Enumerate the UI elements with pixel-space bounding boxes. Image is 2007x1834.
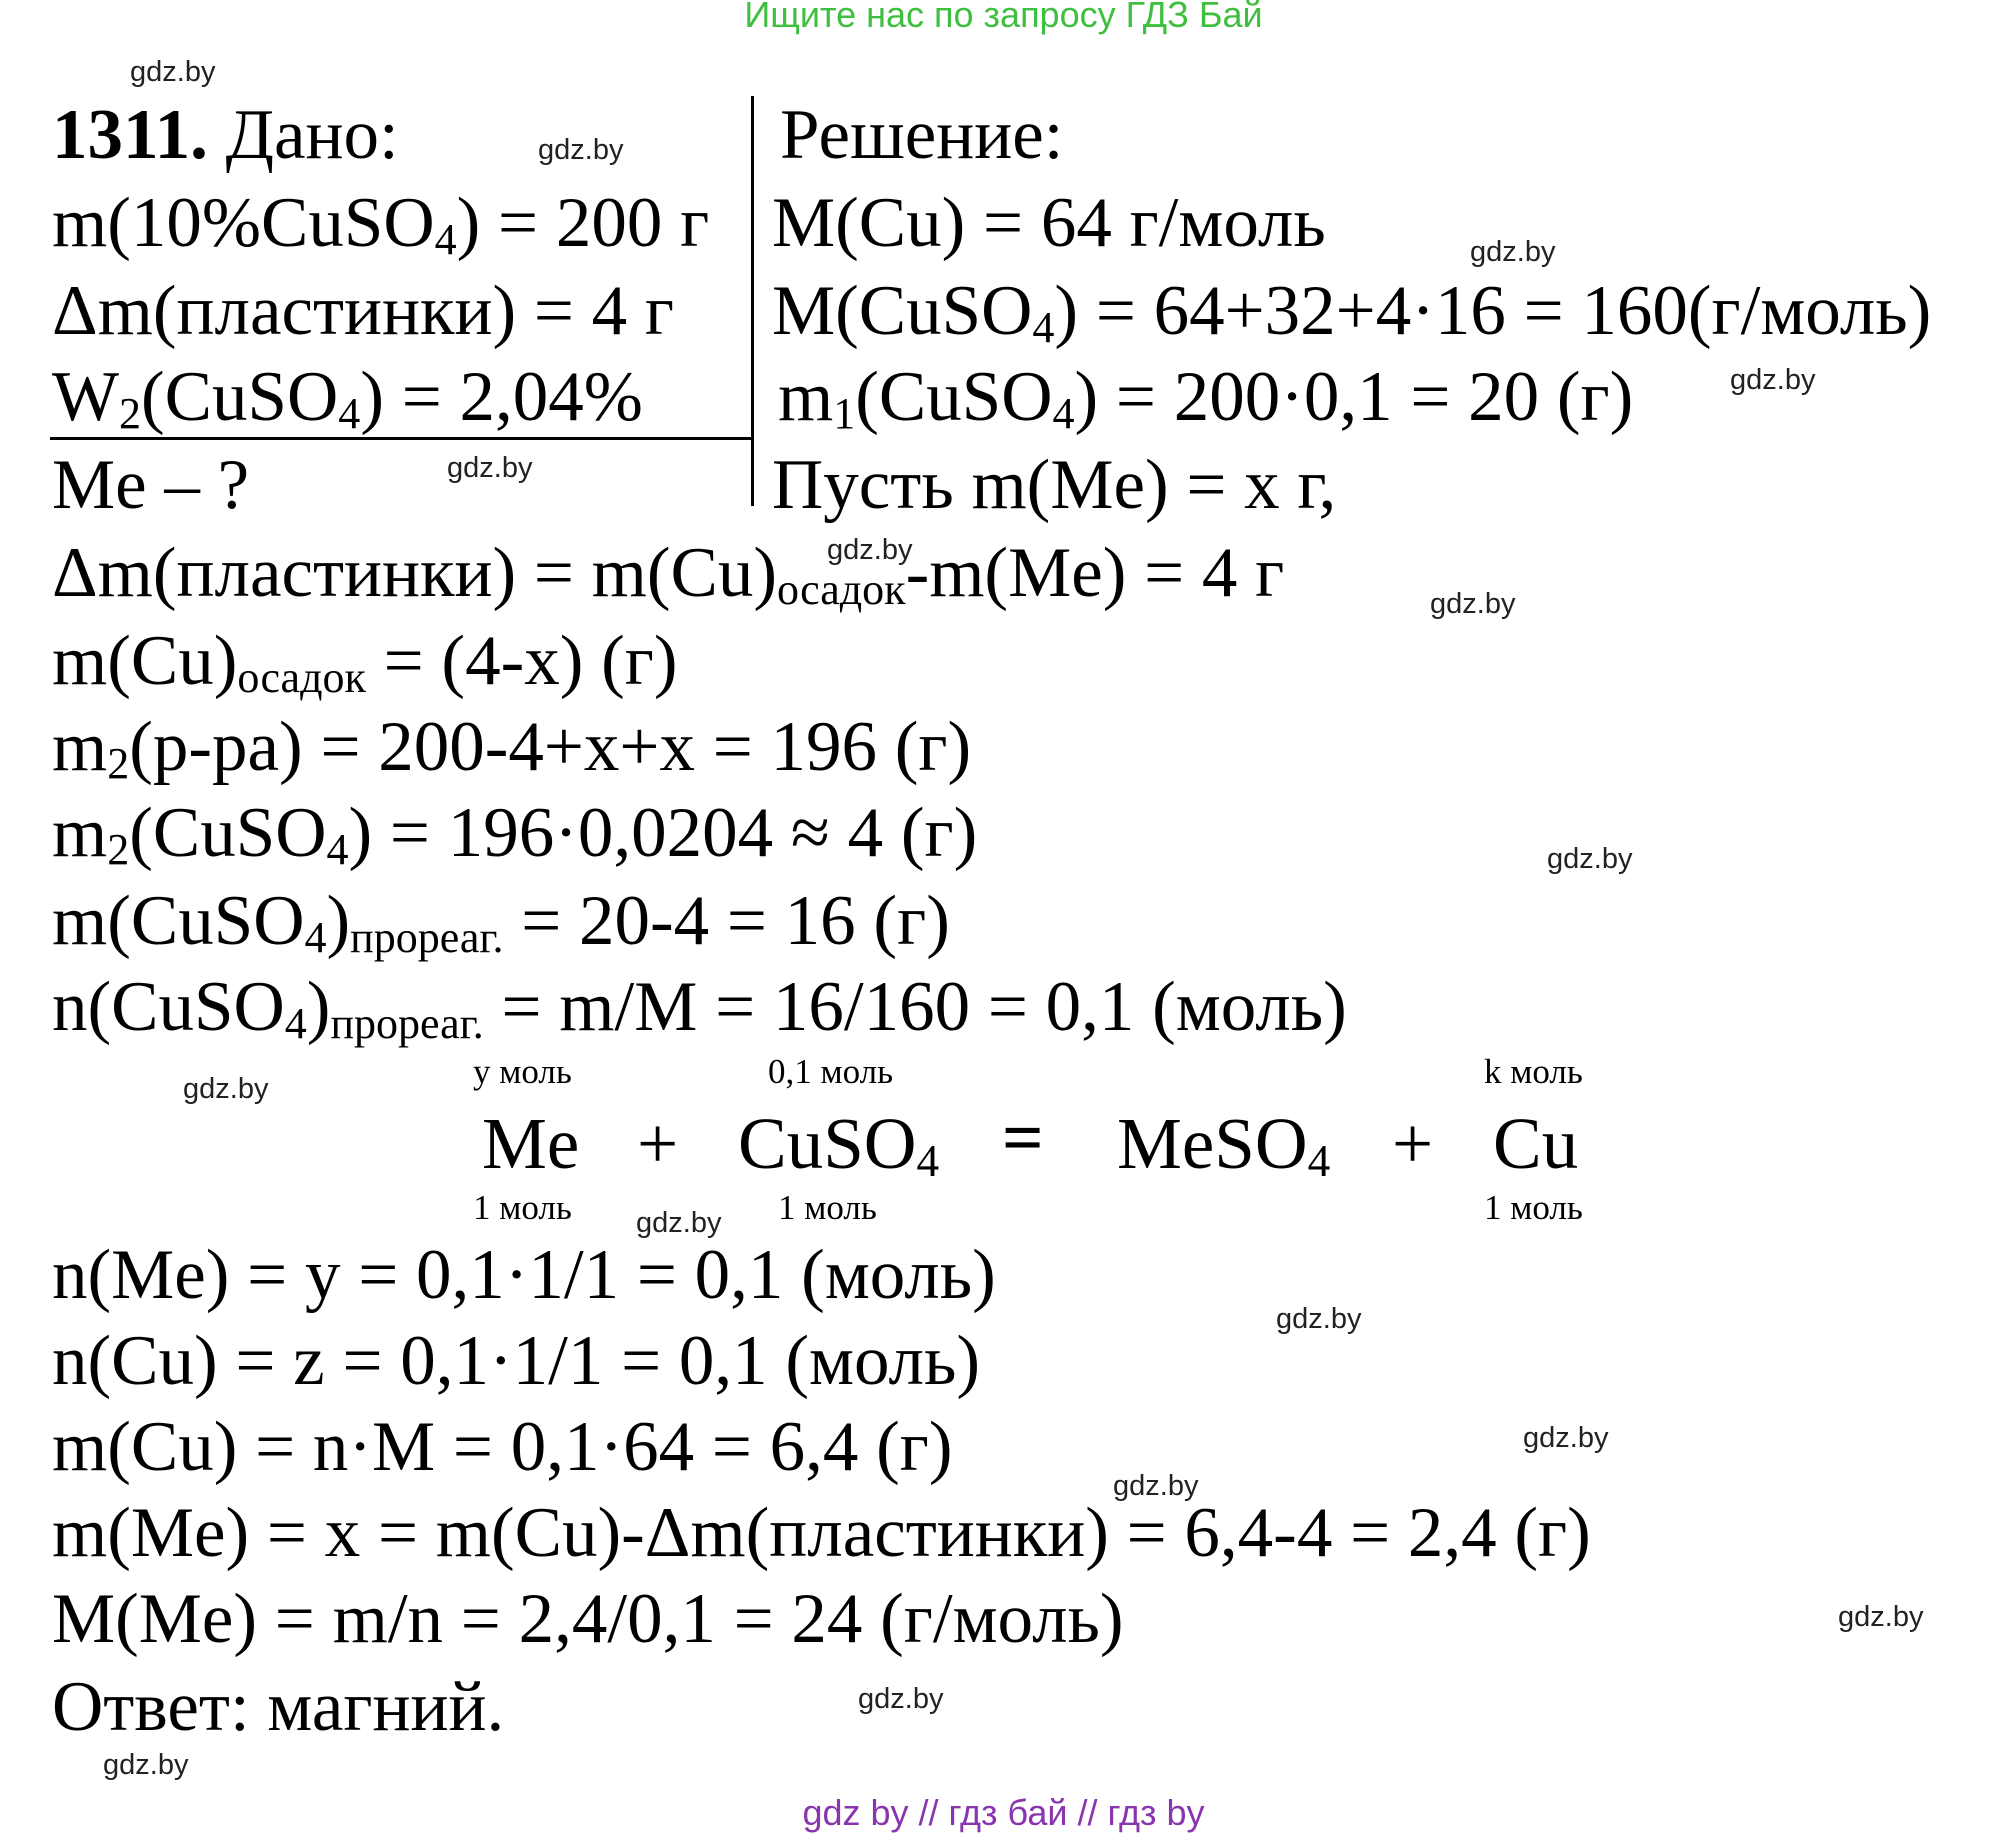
watermark: gdz.by: [103, 1749, 189, 1781]
solution-line-11: n(Me) = y = 0,1·1/1 = 0,1 (моль): [52, 1236, 996, 1314]
solution-line-7: $m_2(р-ра) = 200-4+x+x = 196$ (г): [52, 708, 972, 788]
watermark: gdz.by: [1838, 1601, 1924, 1633]
watermark: gdz.by: [636, 1207, 722, 1239]
solution-line-5: Δm(пластинки) = $m(Cu)_{осадок}-m(Me) = 4$ г: [52, 534, 1285, 614]
equation-above-cuso4: 0,1 моль: [768, 1052, 894, 1091]
watermark: gdz.by: [827, 534, 913, 566]
given-divider-horizontal: [50, 437, 753, 440]
solution-line-1: M(Cu) = 64 г/моль: [772, 184, 1326, 262]
solution-line-6: $m(Cu)_{осадок} = (4-x)$ (г): [52, 622, 678, 702]
equation-metal: Me: [482, 1103, 580, 1184]
solution-line-3: $m_1(CuSO_4) = 200\cdot 0,1 = 20$ (г): [778, 358, 1634, 438]
watermark: gdz.by: [1430, 588, 1516, 620]
equation-below-cu: 1 моль: [1484, 1188, 1583, 1227]
solution-label: Решение:: [780, 96, 1064, 174]
watermark: gdz.by: [183, 1073, 269, 1105]
watermark: gdz.by: [130, 56, 216, 88]
equation-copper: Cu: [1493, 1103, 1579, 1184]
solution-line-15: M(Me) = m/n = 2,4/0,1 = 24 (г/моль): [52, 1580, 1124, 1658]
watermark: gdz.by: [1113, 1470, 1199, 1502]
find-metal: Me – ?: [52, 446, 250, 524]
equation-above-cu: k моль: [1484, 1052, 1583, 1091]
top-banner: Ищите нас по запросу ГДЗ Бай: [744, 0, 1263, 35]
given-mass-fraction: $W_2(CuSO_4) = 2,04\%$: [52, 358, 643, 438]
given-label: Дано:: [225, 96, 399, 174]
watermark: gdz.by: [447, 452, 533, 484]
watermark: gdz.by: [1730, 364, 1816, 396]
solution-line-2: M(CuSO$_4$) = 64+32+4·16 = 160(г/моль): [772, 272, 1932, 352]
equation-plus-2: +: [1392, 1103, 1434, 1184]
solution-line-8: $m_2(CuSO_4) = 196\cdot 0,0204 \approx 4$ (г): [52, 794, 978, 874]
solution-line-12: n(Cu) = z = 0,1·1/1 = 0,1 (моль): [52, 1322, 980, 1400]
solution-line-4: Пусть m(Me) = x г,: [772, 446, 1337, 524]
equation-copper-sulfate: CuSO$_4$: [738, 1103, 940, 1187]
watermark: gdz.by: [1276, 1303, 1362, 1335]
bottom-banner: gdz by // гдз бай // гдз by: [802, 1792, 1205, 1833]
equation-below-me: 1 моль: [473, 1188, 572, 1227]
given-mass-solution: m(10%CuSO$_4$) = 200 г: [52, 184, 710, 264]
equation-above-me: y моль: [473, 1052, 572, 1091]
given-divider-vertical: [751, 96, 754, 506]
watermark: gdz.by: [538, 134, 624, 166]
watermark: gdz.by: [858, 1683, 944, 1715]
watermark: gdz.by: [1547, 843, 1633, 875]
solution-line-9: $m(CuSO_4)_{прореаг.} = 20-4 = 16$ (г): [52, 882, 950, 962]
problem-number-line: [52, 96, 399, 174]
equation-equals: =: [1002, 1097, 1044, 1178]
given-mass-change: Δm(пластинки) = 4 г: [52, 272, 675, 350]
solution-line-14: m(Me) = x = m(Cu)-Δm(пластинки) = 6,4-4 = 2,4 (г): [52, 1494, 1591, 1572]
answer: Ответ: магний.: [52, 1668, 505, 1746]
solution-line-10: $n(CuSO_4)_{прореаг.} = m/M = 16/160 = 0,1$ (моль): [52, 968, 1347, 1048]
equation-below-cuso4: 1 моль: [778, 1188, 877, 1227]
equation-plus-1: +: [637, 1103, 679, 1184]
watermark: gdz.by: [1523, 1422, 1609, 1454]
watermark: gdz.by: [1470, 236, 1556, 268]
problem-number: 1311.: [52, 96, 208, 174]
equation-metal-sulfate: MeSO$_4$: [1117, 1103, 1331, 1187]
solution-line-13: m(Cu) = n·M = 0,1·64 = 6,4 (г): [52, 1408, 953, 1486]
